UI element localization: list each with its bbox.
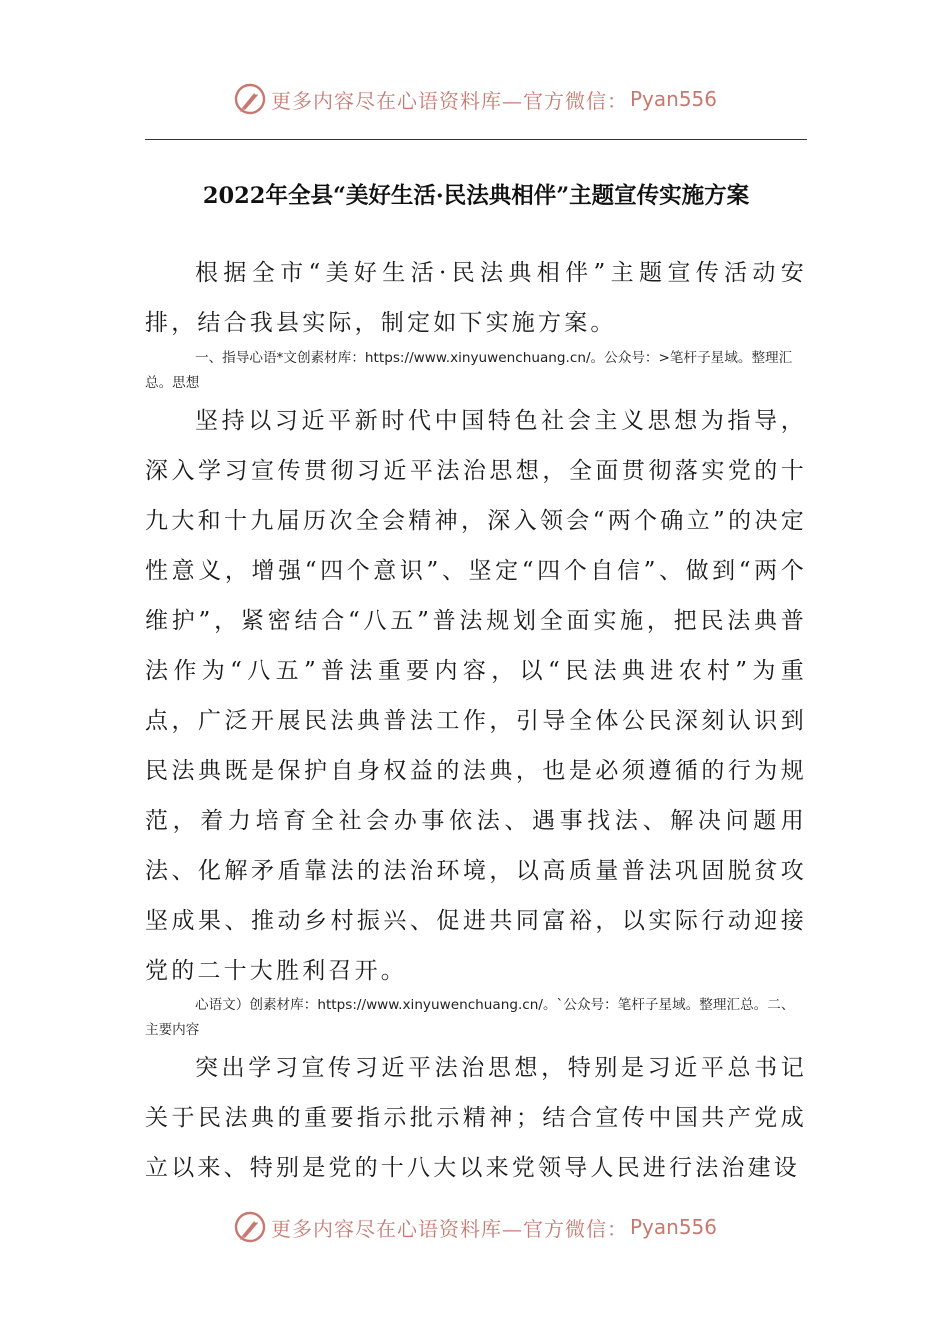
intro-paragraph: 根据全市“美好生活·民法典相伴”主题宣传活动安排，结合我县实际，制定如下实施方案。 xyxy=(145,260,807,336)
document-title: 2022年全县“美好生活·民法典相伴”主题宣传实施方案 xyxy=(202,183,750,209)
watermark-code: Pyan556 xyxy=(629,1215,717,1239)
guiding-ideology-paragraph: 坚持以习近平新时代中国特色社会主义思想为指导，深入学习宣传贯彻习近平法治思想，全面贯彻落实党的十九大和十九届历次全会精神，深入领会“两个确立”的决定性意义，增强“四个意识”、坚定“四个自信”、做到“两个维护”，紧密结合“八五”普法规划全面实施，把民法典普法作为“八五”普法重要内容，以“民法典进农村”为重点，广泛开展民法典普法工作，引导全体公民深刻认识到民法典既是保护自身权益的法典，也是必须遵循的行为规范，着力培育全社会办事依法、遇事找法、解决问题用法、化解矛盾靠法的法治环境，以高质量普法巩固脱贫攻坚成果、推动乡村振兴、促进共同富裕，以实际行动迎接党的二十大胜利召开。 xyxy=(145,408,807,984)
header-divider xyxy=(145,139,807,140)
section-heading-note: 一、指导心语*文创素材库：https://www.xinyuwenchuang.cn/。公众号：>笔杆子星域。整理汇总。思想 xyxy=(145,350,793,391)
watermark-banner-bottom xyxy=(0,1210,950,1244)
watermark-banner-top xyxy=(0,82,950,116)
watermark-text: 更多内容尽在心语资料库—官方微信： xyxy=(270,88,628,113)
watermark-code: Pyan556 xyxy=(629,87,717,111)
pen-nib-logo-icon xyxy=(233,1210,267,1244)
watermark-text: 更多内容尽在心语资料库—官方微信： xyxy=(270,1216,628,1241)
section-heading-note: 心语文）创素材库：https://www.xinyuwenchuang.cn/。`公众号：笔杆子星域。整理汇总。二、主要内容 xyxy=(145,997,795,1038)
main-content-paragraph: 突出学习宣传习近平法治思想，特别是习近平总书记关于民法典的重要指示批示精神；结合宣传中国共产党成立以来、特别是党的十八大以来党领导人民进行法治建设 xyxy=(145,1055,807,1181)
pen-nib-logo-icon xyxy=(233,82,267,116)
